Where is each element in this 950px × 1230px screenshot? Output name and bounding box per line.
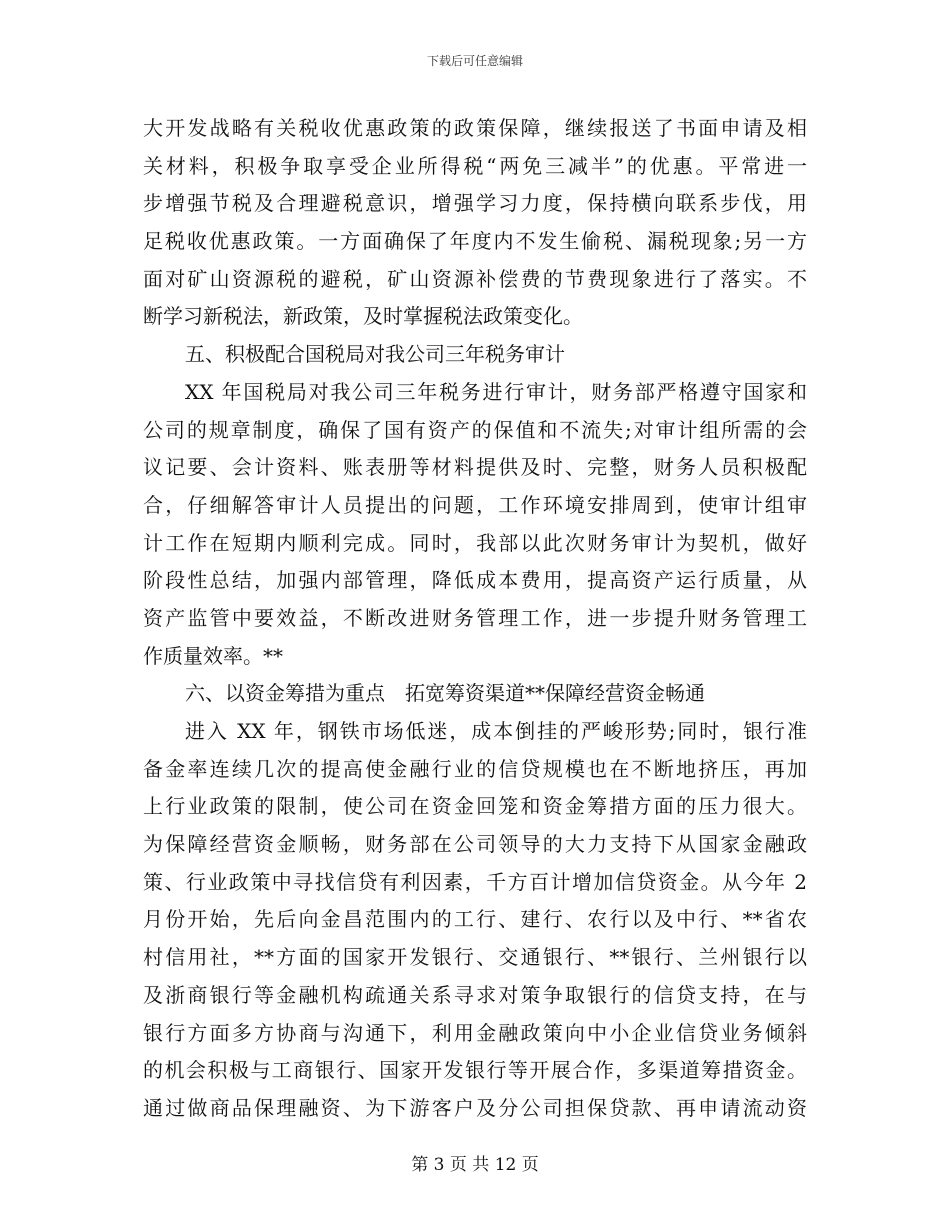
document-body (143, 110, 807, 1128)
text-line: 面对矿山资源税的避税，矿山资源补偿费的节费现象进行了落实。不 (143, 266, 807, 291)
text-line: 计工作在短期内顺利完成。同时，我部以此次财务审计为契机，做好 (143, 530, 807, 555)
text-line: 银行方面多方协商与沟通下，利用金融政策向中小企业信贷业务倾斜 (143, 1020, 807, 1045)
text-line: 公司的规章制度，确保了国有资产的保值和不流失;对审计组所需的会 (143, 417, 807, 442)
text-line: 策、行业政策中寻找信贷有利因素，千方百计增加信贷资金。从今年 2 (143, 869, 807, 894)
text-line: XX 年国税局对我公司三年税务进行审计，财务部严格遵守国家和 (185, 379, 807, 404)
text-line: 月份开始，先后向金昌范围内的工行、建行、农行以及中行、**省农 (143, 907, 807, 932)
text-line: 步增强节税及合理避税意识，增强学习力度，保持横向联系步伐，用 (143, 191, 807, 216)
text-line: 足税收优惠政策。一方面确保了年度内不发生偷税、漏税现象;另一方 (143, 229, 807, 254)
text-line: 议记要、会计资料、账表册等材料提供及时、完整，财务人员积极配 (143, 455, 807, 480)
text-line: 通过做商品保理融资、为下游客户及分公司担保贷款、再申请流动资 (143, 1095, 807, 1120)
text-line: 上行业政策的限制，使公司在资金回笼和资金筹措方面的压力很大。 (143, 794, 807, 819)
text-line: 关材料，积极争取享受企业所得税“两免三减半”的优惠。平常进一 (143, 153, 807, 178)
text-line: 断学习新税法，新政策，及时掌握税法政策变化。 (143, 304, 583, 329)
text-line: 合，仔细解答审计人员提出的问题，工作环境安排周到，使审计组审 (143, 492, 807, 517)
text-line: 大开发战略有关税收优惠政策的政策保障，继续报送了书面申请及相 (143, 116, 807, 140)
text-line: 六、以资金筹措为重点 拓宽筹资渠道**保障经营资金畅通 (185, 681, 705, 706)
text-line: 备金率连续几次的提高使金融行业的信贷规模也在不断地挤压，再加 (143, 756, 807, 781)
text-line: 为保障经营资金顺畅，财务部在公司领导的大力支持下从国家金融政 (143, 832, 807, 857)
page-header: 下载后可任意编辑 (426, 54, 523, 68)
text-line: 村信用社，**方面的国家开发银行、交通银行、**银行、兰州银行以 (143, 945, 807, 970)
text-line: 的机会积极与工商银行、国家开发银行等开展合作，多渠道筹措资金。 (143, 1058, 807, 1083)
text-line: 作质量效率。** (143, 643, 283, 668)
text-line: 及浙商银行等金融机构疏通关系寻求对策争取银行的信贷支持，在与 (143, 982, 807, 1007)
text-line: 五、积极配合国税局对我公司三年税务审计 (185, 342, 565, 367)
text-line: 进入 XX 年，钢铁市场低迷，成本倒挂的严峻形势;同时，银行准 (185, 719, 807, 743)
text-line: 资产监管中要效益，不断改进财务管理工作，进一步提升财务管理工 (143, 605, 807, 630)
text-line: 阶段性总结，加强内部管理，降低成本费用，提高资产运行质量，从 (143, 568, 807, 593)
page-footer: 第 3 页 共 12 页 (411, 1155, 539, 1175)
